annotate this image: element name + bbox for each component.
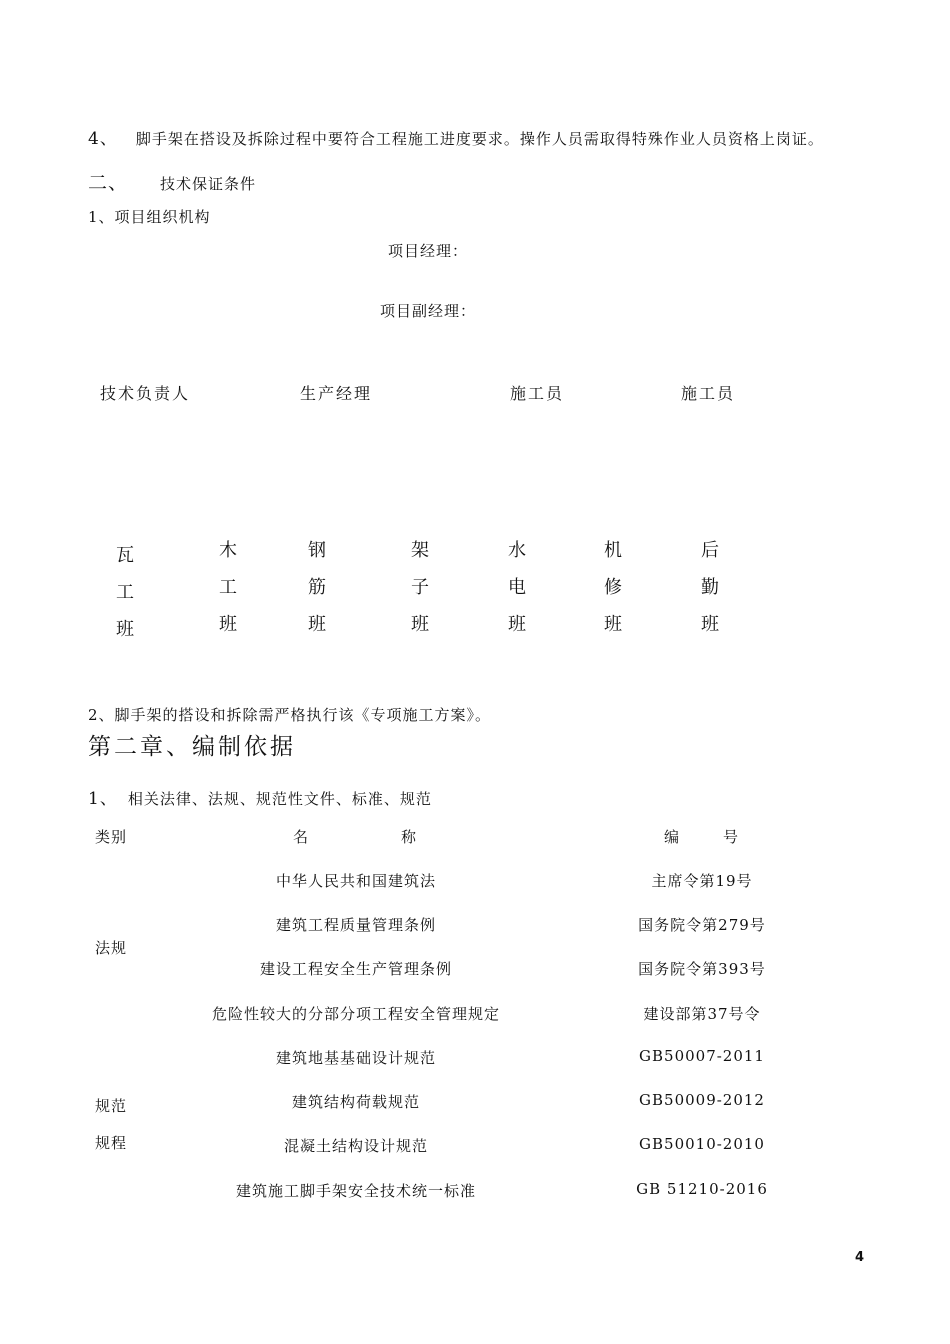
- section-2-number: 二、: [88, 172, 129, 194]
- role-constructor-1: 施工员: [510, 384, 565, 403]
- row-name: 危险性较大的分部分项工程安全管理规定: [211, 1005, 501, 1023]
- laws-section-text: 相关法律、法规、规范性文件、标准、规范: [127, 790, 432, 808]
- header-code-2: 号: [723, 828, 740, 846]
- row-code: GB50010-2010: [639, 1135, 765, 1153]
- item-4-number: 4、: [88, 129, 118, 149]
- row-name: 建筑工程质量管理条例: [275, 916, 437, 934]
- row-code: 主席令第19号: [651, 872, 753, 890]
- team-scaffold: 架子班: [411, 540, 429, 635]
- row-name: 建筑地基基础设计规范: [275, 1049, 437, 1067]
- row-name: 建筑施工脚手架安全技术统一标准: [235, 1182, 477, 1200]
- row-code: GB50007-2011: [639, 1047, 765, 1065]
- item-4: [88, 124, 824, 149]
- team-machine-repair: 机修班: [604, 540, 622, 635]
- row-code: 国务院令第279号: [638, 916, 766, 934]
- header-code-1: 编: [664, 828, 681, 846]
- header-name-2: 称: [401, 828, 418, 846]
- row-name: 建设工程安全生产管理条例: [259, 960, 453, 978]
- row-name: 混凝土结构设计规范: [283, 1137, 429, 1155]
- row-name: 建筑结构荷载规范: [291, 1093, 421, 1111]
- row-code: 国务院令第393号: [638, 960, 766, 978]
- team-rebar: 钢筋班: [308, 540, 326, 635]
- project-manager-label: 项目经理：: [387, 242, 469, 260]
- category-spec: 规范: [95, 1097, 128, 1115]
- section-2-heading: [88, 168, 256, 195]
- laws-section-title: [88, 784, 432, 809]
- page-number: 4: [854, 1250, 864, 1265]
- row-code: GB 51210-2016: [636, 1180, 768, 1198]
- role-production-manager: 生产经理: [300, 384, 373, 403]
- role-constructor-2: 施工员: [681, 384, 736, 403]
- header-category: 类别: [95, 828, 128, 846]
- item-4-text: 脚手架在搭设及拆除过程中要符合工程施工进度要求。操作人员需取得特殊作业人员资格上岗证。: [135, 130, 824, 148]
- row-code: GB50009-2012: [639, 1091, 765, 1109]
- scaffold-plan-note: 2、脚手架的搭设和拆除需严格执行该《专项施工方案》。: [88, 706, 492, 724]
- category-code: 规程: [95, 1134, 128, 1152]
- team-water-electric: 水电班: [508, 540, 526, 635]
- deputy-manager-label: 项目副经理：: [379, 302, 477, 320]
- team-masonry: 瓦工班: [116, 545, 134, 640]
- team-carpentry: 木工班: [219, 540, 237, 635]
- row-code: 建设部第37号令: [643, 1005, 761, 1023]
- org-structure-title: 1、项目组织机构: [88, 208, 211, 226]
- header-name-1: 名: [293, 828, 310, 846]
- team-logistics: 后勤班: [701, 540, 719, 635]
- role-tech-lead: 技术负责人: [100, 384, 191, 403]
- laws-section-number: 1、: [88, 789, 118, 809]
- section-2-title: 技术保证条件: [160, 175, 257, 193]
- chapter-title: 第二章、编制依据: [88, 734, 296, 760]
- row-name: 中华人民共和国建筑法: [275, 872, 437, 890]
- category-law: 法规: [95, 939, 128, 957]
